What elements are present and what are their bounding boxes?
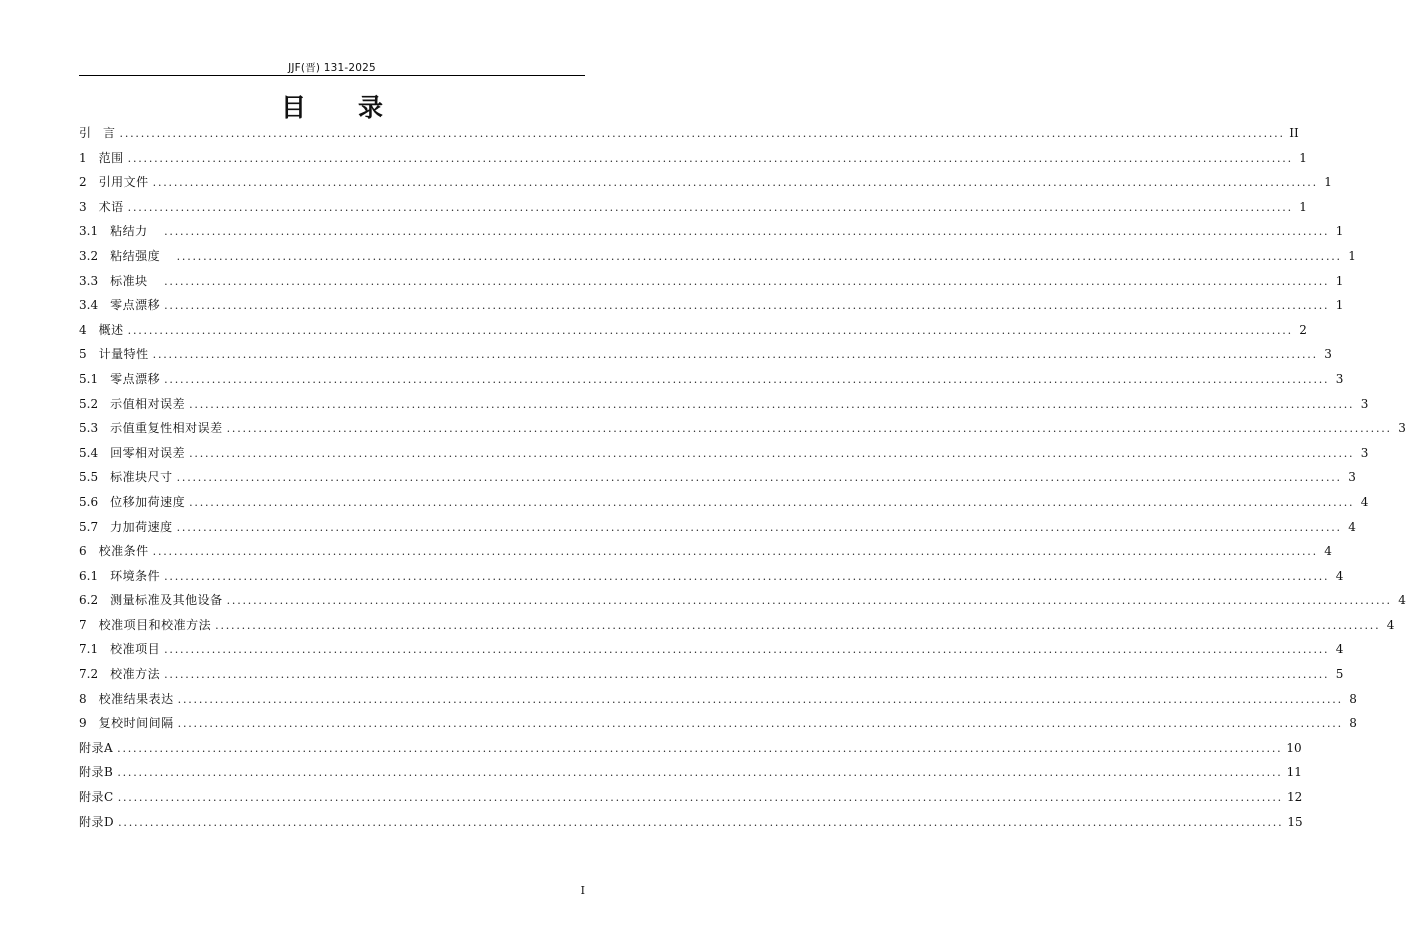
toc-number: 4 xyxy=(79,322,99,337)
toc-entry[interactable] xyxy=(79,539,1332,564)
toc-number: 8 xyxy=(79,691,99,706)
toc-number: 5.7 xyxy=(79,519,111,534)
toc-entry[interactable] xyxy=(79,736,1302,761)
toc-leader-dots: ............................................................................................................................................................................................................................ xyxy=(118,815,1284,829)
toc-leader-dots: ............................................................................................................................................................................................................................ xyxy=(164,299,1330,313)
toc-page-number: 5 xyxy=(1335,667,1344,682)
toc-page-number: 1 xyxy=(1335,273,1344,288)
toc-page-number: 2 xyxy=(1299,322,1307,337)
toc-entry[interactable] xyxy=(79,121,1299,146)
page-title xyxy=(79,88,585,124)
header-rule xyxy=(79,75,585,76)
toc-leader-dots: ............................................................................................................................................................................................................................ xyxy=(226,594,1392,608)
toc-entry[interactable] xyxy=(79,711,1357,736)
toc-title: 附录A xyxy=(79,740,114,755)
title-char-1: 目 xyxy=(280,93,306,122)
toc-leader-dots: ............................................................................................................................................................................................................................ xyxy=(164,668,1330,682)
toc-title: 校准条件 xyxy=(98,544,149,559)
toc-page-number: 11 xyxy=(1286,765,1302,780)
toc-entry[interactable] xyxy=(79,170,1332,195)
toc-title: 环境条件 xyxy=(110,568,161,583)
toc-page-number: 1 xyxy=(1348,248,1356,263)
toc-page-number: 3 xyxy=(1398,421,1406,436)
toc-leader-dots: ............................................................................................................................................................................................................................ xyxy=(164,372,1330,386)
toc-title: 言 xyxy=(103,126,116,140)
toc-number: 6 xyxy=(79,544,99,559)
toc-entry[interactable] xyxy=(79,637,1344,662)
toc-title: 校准结果表达 xyxy=(98,691,174,706)
toc-title: 引用文件 xyxy=(98,175,149,190)
toc-leader-dots: ............................................................................................................................................................................................................................ xyxy=(119,127,1285,140)
toc-number: 7 xyxy=(79,617,99,632)
toc-leader-dots: ............................................................................................................................................................................................................................ xyxy=(226,422,1392,436)
toc-title: 粘结力 xyxy=(110,224,161,239)
toc-page-number: 1 xyxy=(1335,224,1344,239)
toc-page-number: 1 xyxy=(1299,199,1307,214)
toc-number: 7.1 xyxy=(79,642,111,657)
toc-number: 5.6 xyxy=(79,494,111,509)
toc-page-number: 3 xyxy=(1348,470,1356,485)
toc-entry[interactable] xyxy=(79,564,1344,589)
toc-entry[interactable] xyxy=(79,810,1303,835)
toc-leader-dots: ............................................................................................................................................................................................................................ xyxy=(189,446,1355,460)
toc-entry[interactable] xyxy=(79,219,1344,244)
toc-leader-dots: ............................................................................................................................................................................................................................ xyxy=(176,249,1342,263)
toc-number: 3 xyxy=(79,199,99,214)
toc-entry[interactable] xyxy=(79,195,1307,220)
toc-page-number: 4 xyxy=(1335,642,1344,657)
toc-title: 力加荷速度 xyxy=(110,519,173,534)
toc-number: 7.2 xyxy=(79,667,111,682)
toc-title: 附录C xyxy=(79,790,114,805)
toc-entry[interactable] xyxy=(79,465,1356,490)
toc-leader-dots: ............................................................................................................................................................................................................................ xyxy=(176,520,1342,534)
table-of-contents xyxy=(79,121,1406,834)
toc-number: 6.1 xyxy=(79,568,111,583)
toc-leader-dots: ............................................................................................................................................................................................................................ xyxy=(117,766,1283,780)
toc-leader-dots: ............................................................................................................................................................................................................................ xyxy=(177,692,1343,706)
toc-entry[interactable] xyxy=(79,293,1344,318)
toc-leader-dots: ............................................................................................................................................................................................................................ xyxy=(152,348,1318,362)
toc-number: 3.1 xyxy=(79,224,111,239)
toc-page-number: 4 xyxy=(1398,593,1406,608)
toc-entry[interactable] xyxy=(79,416,1406,441)
toc-leader-dots: ............................................................................................................................................................................................................................ xyxy=(152,545,1318,559)
toc-leader-dots: ............................................................................................................................................................................................................................ xyxy=(164,274,1330,288)
toc-title: 测量标准及其他设备 xyxy=(110,593,223,608)
toc-title: 示值相对误差 xyxy=(110,396,186,411)
toc-entry[interactable] xyxy=(79,760,1302,785)
toc-number: 3.3 xyxy=(79,273,111,288)
toc-entry[interactable] xyxy=(79,244,1356,269)
toc-number: 引 xyxy=(79,126,104,140)
toc-title: 附录D xyxy=(79,814,115,829)
toc-title: 零点漂移 xyxy=(110,298,161,313)
toc-page-number: 1 xyxy=(1335,298,1344,313)
toc-leader-dots: ............................................................................................................................................................................................................................ xyxy=(189,495,1355,509)
toc-entry[interactable] xyxy=(79,515,1356,540)
toc-page-number: 4 xyxy=(1360,494,1369,509)
toc-title: 范围 xyxy=(98,150,124,165)
toc-leader-dots: ............................................................................................................................................................................................................................ xyxy=(189,397,1355,411)
toc-page-number: 4 xyxy=(1348,519,1356,534)
toc-page-number: 4 xyxy=(1324,544,1332,559)
toc-number: 6.2 xyxy=(79,593,111,608)
toc-title: 标准块尺寸 xyxy=(110,470,173,485)
toc-leader-dots: ............................................................................................................................................................................................................................ xyxy=(127,151,1293,165)
toc-number: 5.4 xyxy=(79,445,111,460)
toc-page-number: 15 xyxy=(1287,814,1303,829)
toc-number: 5.1 xyxy=(79,371,111,386)
toc-page-number: II xyxy=(1289,126,1299,140)
toc-title: 校准方法 xyxy=(110,667,161,682)
toc-leader-dots: ............................................................................................................................................................................................................................ xyxy=(164,569,1330,583)
toc-number: 5.2 xyxy=(79,396,111,411)
toc-number: 5.3 xyxy=(79,421,111,436)
toc-leader-dots: ............................................................................................................................................................................................................................ xyxy=(117,741,1283,755)
toc-page-number: 4 xyxy=(1335,568,1344,583)
toc-leader-dots: ............................................................................................................................................................................................................................ xyxy=(117,791,1283,805)
toc-number: 3.4 xyxy=(79,298,111,313)
toc-page-number: 8 xyxy=(1349,691,1357,706)
toc-title: 校准项目 xyxy=(110,642,161,657)
toc-page-number: 10 xyxy=(1286,740,1302,755)
toc-entry[interactable] xyxy=(79,687,1357,712)
toc-number: 9 xyxy=(79,716,99,731)
toc-entry[interactable] xyxy=(79,490,1369,515)
running-header: JJF(晋) 131-2025 xyxy=(288,62,376,74)
page-footer-number: I xyxy=(580,884,585,897)
toc-entry[interactable] xyxy=(79,588,1406,613)
toc-page-number: 3 xyxy=(1324,347,1332,362)
toc-title: 附录B xyxy=(79,765,114,780)
toc-leader-dots: ............................................................................................................................................................................................................................ xyxy=(177,717,1343,731)
toc-title: 标准块 xyxy=(110,273,161,288)
toc-leader-dots: ............................................................................................................................................................................................................................ xyxy=(164,225,1330,239)
toc-number: 1 xyxy=(79,150,99,165)
toc-page-number: 3 xyxy=(1335,371,1344,386)
toc-title: 复校时间间隔 xyxy=(98,716,174,731)
toc-entry[interactable] xyxy=(79,318,1307,343)
toc-title: 术语 xyxy=(98,199,124,214)
toc-title: 计量特性 xyxy=(98,347,149,362)
toc-page-number: 4 xyxy=(1386,617,1395,632)
toc-page-number: 1 xyxy=(1299,150,1307,165)
toc-entry[interactable] xyxy=(79,269,1344,294)
toc-page-number: 3 xyxy=(1360,445,1369,460)
toc-entry[interactable] xyxy=(79,146,1307,171)
toc-entry[interactable] xyxy=(79,392,1369,417)
toc-number: 5 xyxy=(79,347,99,362)
toc-page-number: 1 xyxy=(1324,175,1332,190)
toc-entry[interactable] xyxy=(79,441,1369,466)
toc-title: 回零相对误差 xyxy=(110,445,186,460)
toc-entry[interactable] xyxy=(79,342,1332,367)
toc-entry[interactable] xyxy=(79,613,1395,638)
toc-leader-dots: ............................................................................................................................................................................................................................ xyxy=(176,471,1342,485)
toc-page-number: 8 xyxy=(1349,716,1357,731)
toc-entry[interactable] xyxy=(79,367,1344,392)
toc-title: 概述 xyxy=(98,322,124,337)
toc-leader-dots: ............................................................................................................................................................................................................................ xyxy=(127,323,1293,337)
toc-number: 3.2 xyxy=(79,248,111,263)
toc-title: 位移加荷速度 xyxy=(110,494,186,509)
toc-title: 示值重复性相对误差 xyxy=(110,421,223,436)
toc-leader-dots: ............................................................................................................................................................................................................................ xyxy=(127,200,1293,214)
toc-entry[interactable] xyxy=(79,662,1344,687)
toc-number: 2 xyxy=(79,175,99,190)
title-char-2: 录 xyxy=(358,93,384,122)
toc-page-number: 3 xyxy=(1360,396,1369,411)
toc-title: 校准项目和校准方法 xyxy=(98,617,212,632)
toc-leader-dots: ............................................................................................................................................................................................................................ xyxy=(164,643,1330,657)
toc-leader-dots: ............................................................................................................................................................................................................................ xyxy=(152,176,1318,190)
toc-entry[interactable] xyxy=(79,785,1303,810)
toc-number: 5.5 xyxy=(79,470,111,485)
toc-page-number: 12 xyxy=(1286,790,1303,805)
toc-leader-dots: ............................................................................................................................................................................................................................ xyxy=(215,618,1381,632)
toc-title: 粘结强度 xyxy=(110,248,173,263)
toc-title: 零点漂移 xyxy=(110,371,161,386)
